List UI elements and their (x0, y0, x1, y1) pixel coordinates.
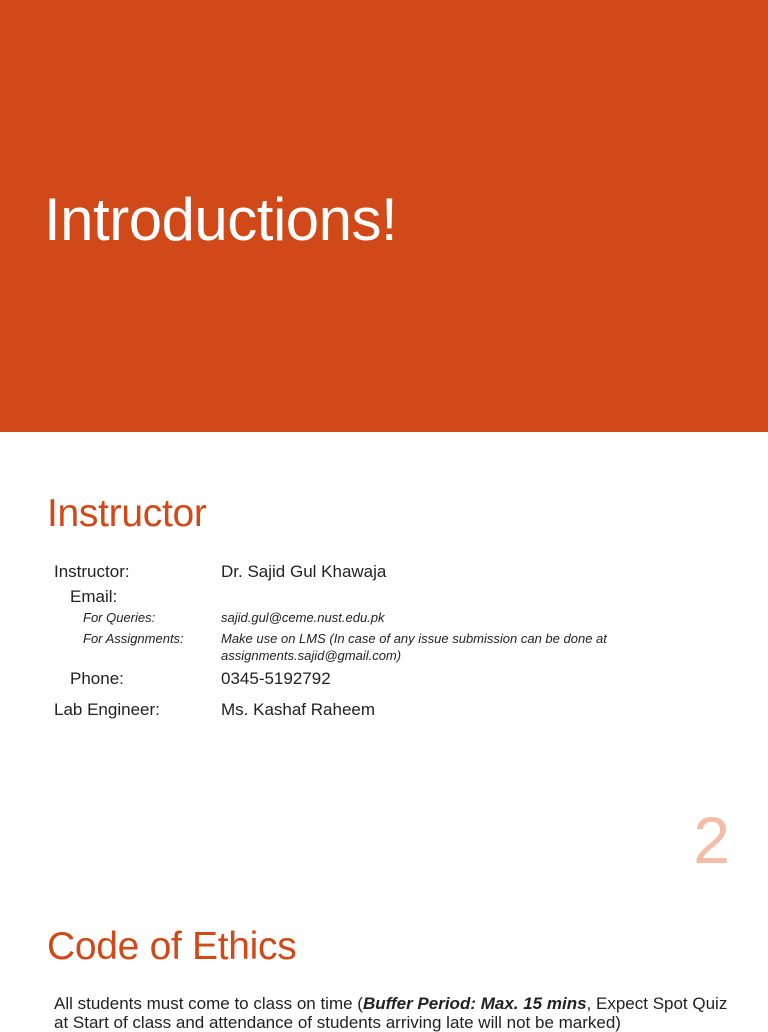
instructor-slide (0, 432, 768, 890)
queries-email: sajid.gul@ceme.nust.edu.pk (221, 610, 385, 625)
title-slide (0, 0, 768, 432)
buffer-period-text: Buffer Period: Max. 15 mins (362, 994, 587, 1013)
ethics-rule-text (54, 994, 734, 1032)
phone-label: Phone: (70, 669, 124, 688)
ethics-text-end: , Expect Spot Quiz at Start of class and attendance of students arriving late will not be marked) (54, 994, 728, 1032)
lab-engineer-label: Lab Engineer: (54, 700, 160, 719)
ethics-heading: Code of Ethics (47, 925, 297, 968)
assignments-value-line2: assignments.sajid@gmail.com) (221, 648, 402, 663)
instructor-value: Dr. Sajid Gul Khawaja (221, 562, 387, 581)
ethics-text-start: All students must come to class on time ( (54, 994, 363, 1013)
email-label: Email: (70, 587, 118, 606)
phone-value: 0345-5192792 (221, 669, 331, 688)
instructor-label: Instructor: (54, 562, 130, 581)
slide-title: Introductions! (44, 186, 398, 253)
instructor-heading: Instructor (47, 492, 207, 535)
queries-label: For Queries: (83, 610, 156, 625)
assignments-value-line1: Make use on LMS (In case of any issue submission can be done at (221, 631, 607, 646)
code-of-ethics-slide (0, 890, 768, 1032)
slide-number: 2 (693, 803, 730, 877)
assignments-label: For Assignments: (83, 631, 184, 646)
lab-engineer-value: Ms. Kashaf Raheem (221, 700, 376, 719)
